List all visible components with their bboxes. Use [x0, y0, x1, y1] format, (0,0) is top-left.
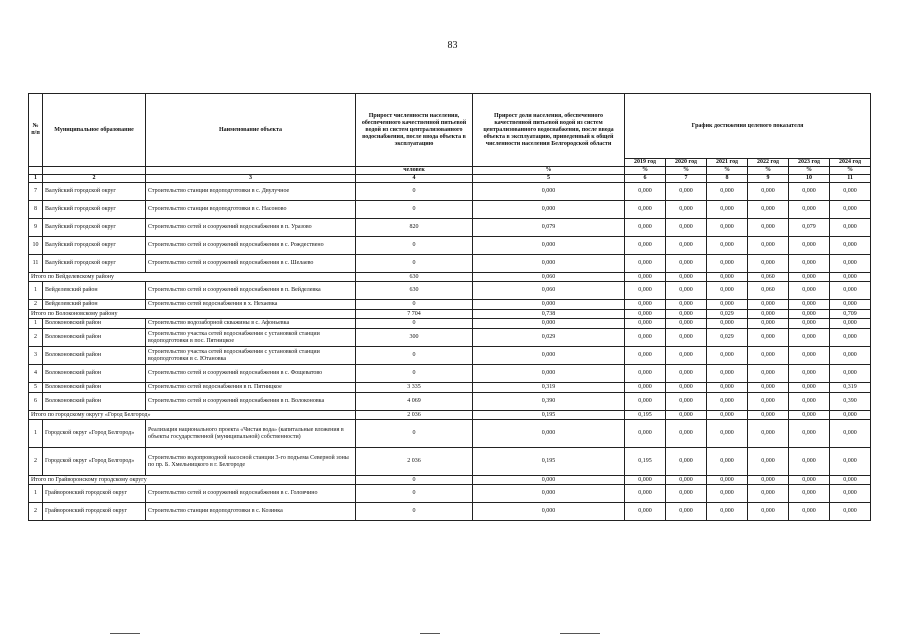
year-value-cell: 0,000 — [748, 310, 789, 319]
year-value-cell: 0,000 — [666, 411, 707, 420]
table-row — [29, 485, 871, 503]
year-value-cell: 0,000 — [666, 273, 707, 282]
column-number: 2 — [43, 175, 146, 183]
share-growth-cell: 0,079 — [473, 219, 625, 237]
municipality-cell: Волоконовский район — [43, 393, 146, 411]
object-name-cell: Строительство сетей и сооружений водоснабжения в п. Волоконовка — [146, 393, 356, 411]
object-name-cell: Строительство станции водоподготовки в с. Козинка — [146, 503, 356, 521]
year-value-cell: 0,000 — [748, 411, 789, 420]
header-object-name: Наименование объекта — [146, 94, 356, 167]
year-value-cell: 0,000 — [789, 183, 830, 201]
year-value-cell: 0,000 — [748, 420, 789, 448]
year-value-cell: 0,000 — [830, 503, 871, 521]
year-value-cell: 0,000 — [707, 347, 748, 365]
row-number: 2 — [29, 448, 43, 476]
row-number: 1 — [29, 319, 43, 329]
year-value-cell: 0,000 — [625, 383, 666, 393]
pop-growth-cell: 0 — [356, 201, 473, 219]
year-value-cell: 0,000 — [625, 503, 666, 521]
pop-growth-cell: 0 — [356, 365, 473, 383]
object-name-cell: Строительство водозаборной скважины в с. Афоньевка — [146, 319, 356, 329]
object-name-cell: Строительство участка сетей водоснабжения с установкой станции водоподготовки в пос. Пятницкое — [146, 329, 356, 347]
object-name-cell: Строительство станции водоподготовки в с. Двулучное — [146, 183, 356, 201]
share-growth-cell: 0,000 — [473, 300, 625, 310]
subtotal-row — [29, 476, 871, 485]
pop-growth-cell: 0 — [356, 485, 473, 503]
year-value-cell: 0,000 — [666, 237, 707, 255]
unit-pct: % — [625, 167, 666, 175]
column-number: 1 — [29, 175, 43, 183]
row-number: 1 — [29, 485, 43, 503]
object-name-cell: Строительство сетей и сооружений водоснабжения в с. Шелаево — [146, 255, 356, 273]
row-number: 1 — [29, 282, 43, 300]
column-number: 5 — [473, 175, 625, 183]
year-value-cell: 0,000 — [707, 255, 748, 273]
table-row — [29, 393, 871, 411]
row-number: 9 — [29, 219, 43, 237]
row-number: 8 — [29, 201, 43, 219]
share-growth-cell: 0,000 — [473, 347, 625, 365]
subtotal-label: Итого по городскому округу «Город Белгород» — [29, 411, 356, 420]
table-row — [29, 255, 871, 273]
year-value-cell: 0,000 — [625, 183, 666, 201]
table-row — [29, 347, 871, 365]
year-value-cell: 0,000 — [748, 183, 789, 201]
pop-growth-cell: 2 036 — [356, 411, 473, 420]
year-value-cell: 0,000 — [748, 329, 789, 347]
year-value-cell: 0,000 — [666, 255, 707, 273]
share-growth-cell: 0,000 — [473, 476, 625, 485]
year-value-cell: 0,000 — [707, 219, 748, 237]
pop-growth-cell: 0 — [356, 237, 473, 255]
table-row — [29, 503, 871, 521]
year-value-cell: 0,000 — [748, 319, 789, 329]
year-value-cell: 0,000 — [789, 411, 830, 420]
year-value-cell: 0,000 — [789, 255, 830, 273]
year-value-cell: 0,000 — [830, 282, 871, 300]
year-value-cell: 0,000 — [666, 365, 707, 383]
year-value-cell: 0,000 — [707, 485, 748, 503]
header-share-growth: Прирост доли населения, обеспеченного качественной питьевой водой из систем централизованного водоснабжения, после ввода объекта в эксплуатацию, приведенный к общей численности населения Белгородской области — [473, 94, 625, 167]
table-row — [29, 420, 871, 448]
column-number-row — [29, 175, 871, 183]
year-value-cell: 0,000 — [666, 485, 707, 503]
municipality-cell: Вейделевский район — [43, 300, 146, 310]
table-row — [29, 237, 871, 255]
year-value-cell: 0,000 — [707, 503, 748, 521]
share-growth-cell: 0,195 — [473, 448, 625, 476]
year-value-cell: 0,000 — [830, 329, 871, 347]
header-num: № п/п — [29, 94, 43, 167]
year-value-cell: 0,000 — [707, 476, 748, 485]
column-number: 10 — [789, 175, 830, 183]
page-number: 83 — [447, 40, 458, 51]
row-number: 3 — [29, 347, 43, 365]
header-year: 2021 год — [707, 159, 748, 167]
year-value-cell: 0,000 — [707, 411, 748, 420]
year-value-cell: 0,000 — [666, 300, 707, 310]
object-name-cell: Строительство сетей и сооружений водоснабжения в с. Головчино — [146, 485, 356, 503]
object-name-cell: Строительство сетей и сооружений водоснабжения в п. Вейделевка — [146, 282, 356, 300]
year-value-cell: 0,000 — [707, 420, 748, 448]
object-name-cell: Строительство участка сетей водоснабжения с установкой станции водоподготовки в с. Ютановка — [146, 347, 356, 365]
year-value-cell: 0,000 — [625, 273, 666, 282]
row-number: 7 — [29, 183, 43, 201]
year-value-cell: 0,709 — [830, 310, 871, 319]
year-value-cell: 0,000 — [748, 237, 789, 255]
table-row — [29, 300, 871, 310]
column-number: 4 — [356, 175, 473, 183]
unit-pct: % — [473, 167, 625, 175]
unit-pct: % — [830, 167, 871, 175]
year-value-cell: 0,000 — [625, 329, 666, 347]
table-row — [29, 219, 871, 237]
year-value-cell: 0,000 — [666, 476, 707, 485]
share-growth-cell: 0,195 — [473, 411, 625, 420]
year-value-cell: 0,000 — [666, 503, 707, 521]
table-row — [29, 201, 871, 219]
year-value-cell: 0,000 — [830, 365, 871, 383]
pop-growth-cell: 0 — [356, 255, 473, 273]
header-year: 2020 год — [666, 159, 707, 167]
year-value-cell: 0,000 — [830, 411, 871, 420]
year-value-cell: 0,000 — [789, 329, 830, 347]
year-value-cell: 0,000 — [748, 347, 789, 365]
header-year: 2023 год — [789, 159, 830, 167]
year-value-cell: 0,000 — [748, 448, 789, 476]
subtotal-label: Итого по Волоконовскому району — [29, 310, 356, 319]
table-row — [29, 183, 871, 201]
year-value-cell: 0,000 — [830, 347, 871, 365]
year-value-cell: 0,000 — [625, 219, 666, 237]
year-value-cell: 0,000 — [707, 300, 748, 310]
pop-growth-cell: 0 — [356, 503, 473, 521]
row-number: 2 — [29, 300, 43, 310]
year-value-cell: 0,000 — [707, 273, 748, 282]
year-value-cell: 0,079 — [789, 219, 830, 237]
row-number: 2 — [29, 503, 43, 521]
scan-mark — [560, 633, 600, 634]
year-value-cell: 0,000 — [625, 420, 666, 448]
object-name-cell: Строительство сетей водоснабжения в п. Пятницкое — [146, 383, 356, 393]
header-municipality: Муниципальное образование — [43, 94, 146, 167]
year-value-cell: 0,000 — [748, 485, 789, 503]
year-value-cell: 0,000 — [625, 485, 666, 503]
year-value-cell: 0,000 — [666, 329, 707, 347]
year-value-cell: 0,000 — [789, 347, 830, 365]
share-growth-cell: 0,060 — [473, 282, 625, 300]
municipality-cell: Грайворонский городской округ — [43, 503, 146, 521]
year-value-cell: 0,000 — [625, 319, 666, 329]
year-value-cell: 0,000 — [830, 476, 871, 485]
year-value-cell: 0,000 — [830, 420, 871, 448]
share-growth-cell: 0,000 — [473, 255, 625, 273]
year-value-cell: 0,000 — [789, 365, 830, 383]
object-name-cell: Строительство станции водоподготовки в с. Насоново — [146, 201, 356, 219]
year-value-cell: 0,000 — [789, 393, 830, 411]
unit-pct: % — [666, 167, 707, 175]
year-value-cell: 0,000 — [830, 485, 871, 503]
share-growth-cell: 0,000 — [473, 183, 625, 201]
object-name-cell: Строительство сетей водоснабжения в х. Нехаевка — [146, 300, 356, 310]
year-value-cell: 0,000 — [707, 237, 748, 255]
scan-mark — [420, 633, 440, 634]
year-value-cell: 0,195 — [625, 448, 666, 476]
pop-growth-cell: 0 — [356, 347, 473, 365]
header-year: 2024 год — [830, 159, 871, 167]
year-value-cell: 0,000 — [789, 273, 830, 282]
year-value-cell: 0,000 — [830, 300, 871, 310]
share-growth-cell: 0,319 — [473, 383, 625, 393]
header-schedule: График достижения целевого показателя — [625, 94, 871, 159]
object-name-cell: Реализация национального проекта «Чистая вода» (капитальные вложения в объекты государственной (муниципальной) собственности) — [146, 420, 356, 448]
year-value-cell: 0,000 — [830, 319, 871, 329]
year-value-cell: 0,000 — [748, 201, 789, 219]
column-number: 7 — [666, 175, 707, 183]
row-number: 6 — [29, 393, 43, 411]
share-growth-cell: 0,738 — [473, 310, 625, 319]
year-value-cell: 0,390 — [830, 393, 871, 411]
table-row — [29, 365, 871, 383]
year-value-cell: 0,000 — [666, 448, 707, 476]
subtotal-row — [29, 310, 871, 319]
year-value-cell: 0,000 — [789, 485, 830, 503]
header-year: 2022 год — [748, 159, 789, 167]
year-value-cell: 0,000 — [707, 383, 748, 393]
column-number: 6 — [625, 175, 666, 183]
object-name-cell: Строительство сетей и сооружений водоснабжения в с. Фощеватово — [146, 365, 356, 383]
year-value-cell: 0,000 — [748, 503, 789, 521]
year-value-cell: 0,000 — [666, 282, 707, 300]
year-value-cell: 0,319 — [830, 383, 871, 393]
year-value-cell: 0,000 — [666, 420, 707, 448]
year-value-cell: 0,000 — [830, 183, 871, 201]
table-container — [28, 93, 868, 521]
share-growth-cell: 0,000 — [473, 365, 625, 383]
header-year: 2019 год — [625, 159, 666, 167]
municipality-cell: Волоконовский район — [43, 329, 146, 347]
pop-growth-cell: 0 — [356, 476, 473, 485]
year-value-cell: 0,000 — [707, 393, 748, 411]
year-value-cell: 0,000 — [830, 219, 871, 237]
pop-growth-cell: 0 — [356, 300, 473, 310]
pop-growth-cell: 0 — [356, 319, 473, 329]
year-value-cell: 0,000 — [748, 383, 789, 393]
year-value-cell: 0,000 — [666, 393, 707, 411]
year-value-cell: 0,000 — [707, 448, 748, 476]
year-value-cell: 0,000 — [707, 319, 748, 329]
year-value-cell: 0,000 — [707, 183, 748, 201]
pop-growth-cell: 0 — [356, 183, 473, 201]
year-value-cell: 0,000 — [625, 282, 666, 300]
municipality-cell: Волоконовский район — [43, 347, 146, 365]
year-value-cell: 0,000 — [666, 219, 707, 237]
municipality-cell: Валуйский городской округ — [43, 255, 146, 273]
table-head — [29, 94, 871, 183]
table-row — [29, 383, 871, 393]
municipality-cell: Городской округ «Город Белгород» — [43, 448, 146, 476]
unit-pct: % — [748, 167, 789, 175]
year-value-cell: 0,195 — [625, 411, 666, 420]
unit-people: человек — [356, 167, 473, 175]
column-number: 11 — [830, 175, 871, 183]
year-value-cell: 0,000 — [748, 393, 789, 411]
table-body — [29, 183, 871, 521]
year-value-cell: 0,029 — [707, 329, 748, 347]
year-value-cell: 0,000 — [707, 201, 748, 219]
share-growth-cell: 0,000 — [473, 237, 625, 255]
table-row — [29, 329, 871, 347]
pop-growth-cell: 630 — [356, 273, 473, 282]
pop-growth-cell: 2 036 — [356, 448, 473, 476]
municipality-cell: Валуйский городской округ — [43, 237, 146, 255]
row-number: 4 — [29, 365, 43, 383]
header-pop-growth: Прирост численности населения, обеспеченного качественной питьевой водой из систем централизованного водоснабжения, после ввода объекта в эксплуатацию — [356, 94, 473, 167]
year-value-cell: 0,000 — [625, 310, 666, 319]
subtotal-row — [29, 273, 871, 282]
year-value-cell: 0,000 — [789, 237, 830, 255]
row-number: 1 — [29, 420, 43, 448]
subtotal-label: Итого по Грайворонскому городскому округу — [29, 476, 356, 485]
object-name-cell: Строительство сетей и сооружений водоснабжения в с. Рождествено — [146, 237, 356, 255]
pop-growth-cell: 630 — [356, 282, 473, 300]
year-value-cell: 0,000 — [789, 300, 830, 310]
row-number: 10 — [29, 237, 43, 255]
year-value-cell: 0,000 — [625, 255, 666, 273]
year-value-cell: 0,000 — [666, 319, 707, 329]
subtotal-row — [29, 411, 871, 420]
unit-pct: % — [789, 167, 830, 175]
object-name-cell: Строительство сетей и сооружений водоснабжения в п. Уразово — [146, 219, 356, 237]
municipality-cell: Волоконовский район — [43, 365, 146, 383]
share-growth-cell: 0,000 — [473, 201, 625, 219]
year-value-cell: 0,000 — [748, 300, 789, 310]
table-row — [29, 282, 871, 300]
column-number: 3 — [146, 175, 356, 183]
year-value-cell: 0,000 — [707, 365, 748, 383]
year-value-cell: 0,000 — [830, 255, 871, 273]
year-value-cell: 0,000 — [789, 503, 830, 521]
municipality-cell: Волоконовский район — [43, 383, 146, 393]
year-value-cell: 0,060 — [748, 273, 789, 282]
share-growth-cell: 0,390 — [473, 393, 625, 411]
data-table — [28, 93, 871, 521]
municipality-cell: Валуйский городской округ — [43, 201, 146, 219]
year-value-cell: 0,000 — [625, 365, 666, 383]
year-value-cell: 0,000 — [748, 476, 789, 485]
year-value-cell: 0,000 — [666, 383, 707, 393]
pop-growth-cell: 7 704 — [356, 310, 473, 319]
table-row — [29, 448, 871, 476]
year-value-cell: 0,000 — [830, 448, 871, 476]
row-number: 5 — [29, 383, 43, 393]
year-value-cell: 0,000 — [789, 310, 830, 319]
year-value-cell: 0,000 — [666, 201, 707, 219]
year-value-cell: 0,000 — [625, 237, 666, 255]
share-growth-cell: 0,000 — [473, 485, 625, 503]
year-value-cell: 0,000 — [666, 183, 707, 201]
row-number: 11 — [29, 255, 43, 273]
object-name-cell: Строительство водопроводной насосной станции 3-го подъема Северной зоны по пр. Б. Хмельницкого в г. Белгороде — [146, 448, 356, 476]
share-growth-cell: 0,000 — [473, 319, 625, 329]
municipality-cell: Волоконовский район — [43, 319, 146, 329]
header-empty — [146, 167, 356, 175]
column-number: 9 — [748, 175, 789, 183]
year-value-cell: 0,000 — [830, 237, 871, 255]
share-growth-cell: 0,000 — [473, 420, 625, 448]
year-value-cell: 0,000 — [789, 319, 830, 329]
pop-growth-cell: 0 — [356, 420, 473, 448]
year-value-cell: 0,060 — [748, 282, 789, 300]
year-value-cell: 0,000 — [625, 393, 666, 411]
row-number: 2 — [29, 329, 43, 347]
year-value-cell: 0,000 — [666, 347, 707, 365]
year-value-cell: 0,000 — [748, 219, 789, 237]
pop-growth-cell: 300 — [356, 329, 473, 347]
header-empty — [43, 167, 146, 175]
year-value-cell: 0,000 — [707, 282, 748, 300]
year-value-cell: 0,000 — [789, 448, 830, 476]
year-value-cell: 0,029 — [707, 310, 748, 319]
municipality-cell: Вейделевский район — [43, 282, 146, 300]
year-value-cell: 0,000 — [625, 347, 666, 365]
header-empty — [29, 167, 43, 175]
pop-growth-cell: 820 — [356, 219, 473, 237]
year-value-cell: 0,000 — [625, 476, 666, 485]
year-value-cell: 0,000 — [830, 273, 871, 282]
year-value-cell: 0,000 — [748, 365, 789, 383]
share-growth-cell: 0,060 — [473, 273, 625, 282]
municipality-cell: Валуйский городской округ — [43, 219, 146, 237]
pop-growth-cell: 4 069 — [356, 393, 473, 411]
year-value-cell: 0,000 — [789, 383, 830, 393]
share-growth-cell: 0,000 — [473, 503, 625, 521]
subtotal-label: Итого по Вейделевскому району — [29, 273, 356, 282]
year-value-cell: 0,000 — [625, 201, 666, 219]
table-row — [29, 319, 871, 329]
scan-mark — [110, 633, 140, 634]
year-value-cell: 0,000 — [748, 255, 789, 273]
year-value-cell: 0,000 — [789, 201, 830, 219]
column-number: 8 — [707, 175, 748, 183]
share-growth-cell: 0,029 — [473, 329, 625, 347]
pop-growth-cell: 3 335 — [356, 383, 473, 393]
year-value-cell: 0,000 — [830, 201, 871, 219]
year-value-cell: 0,000 — [789, 476, 830, 485]
year-value-cell: 0,000 — [789, 420, 830, 448]
year-value-cell: 0,000 — [789, 282, 830, 300]
unit-pct: % — [707, 167, 748, 175]
year-value-cell: 0,000 — [666, 310, 707, 319]
year-value-cell: 0,000 — [625, 300, 666, 310]
municipality-cell: Грайворонский городской округ — [43, 485, 146, 503]
municipality-cell: Городской округ «Город Белгород» — [43, 420, 146, 448]
municipality-cell: Валуйский городской округ — [43, 183, 146, 201]
